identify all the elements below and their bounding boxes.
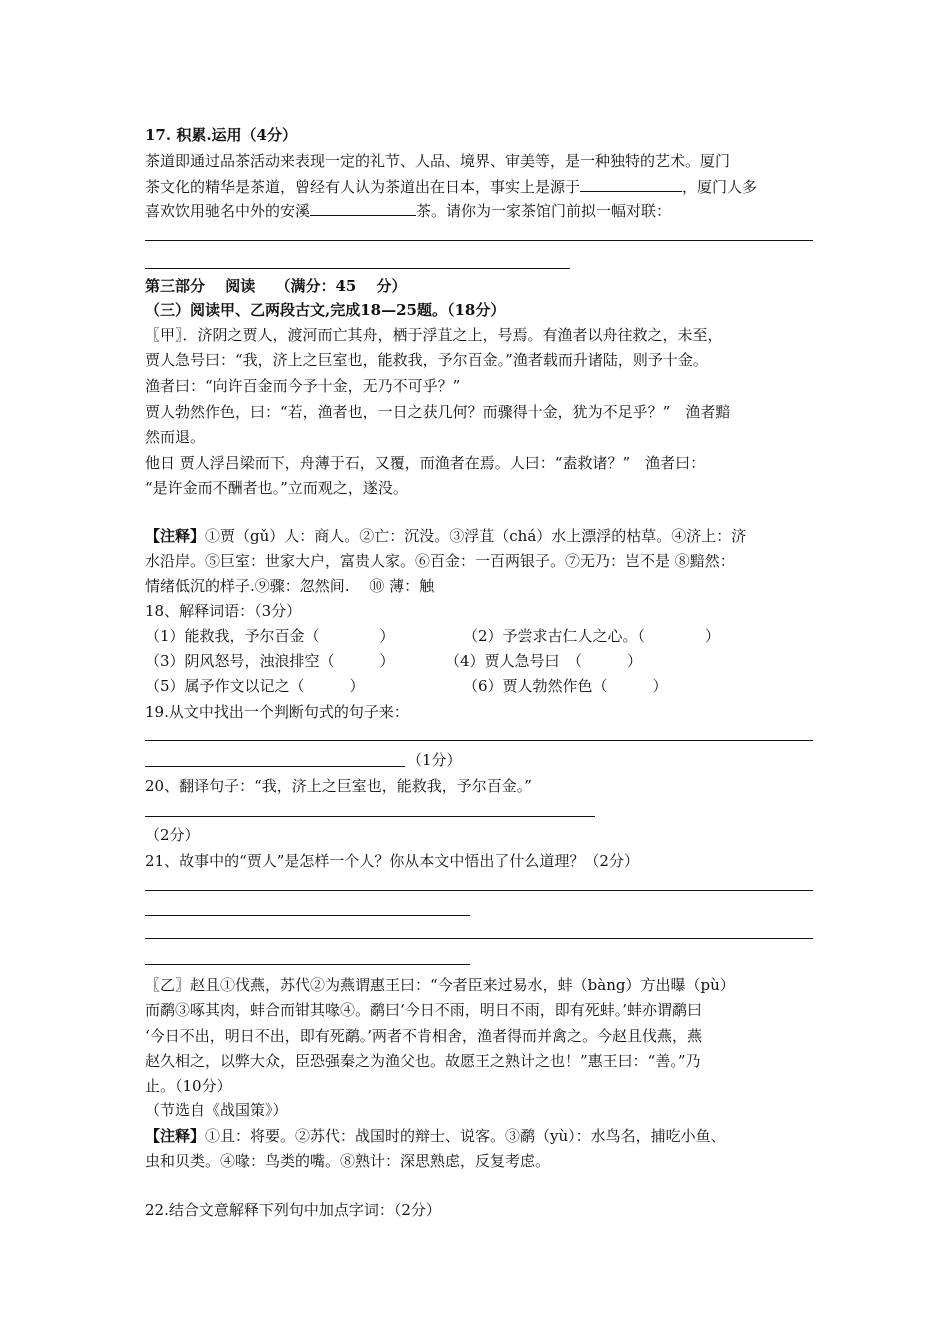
passage-jia-line: 他日 贾人浮吕梁而下，舟薄于石，又覆，而渔者在焉。人曰：“盍救诸？” 渔者曰：: [145, 454, 706, 472]
notes-text: ①且：将要。②苏代：战国时的辩士、说客。③鹬（yù）：水鸟名，捕吃小鱼、: [205, 1127, 726, 1145]
passage-yi-line: 而鹬③啄其肉，蚌合而钳其喙④。鹬曰‘今日不雨，明日不雨，即有死蚌。’蚌亦谓鹬曰: [145, 1001, 703, 1019]
passage-jia-line: 〖甲〗．济阴之贾人，渡河而亡其舟，栖于浮苴之上，号焉。有渔者以舟往救之，未至，: [145, 326, 723, 344]
q21-answer-line[interactable]: [145, 964, 470, 965]
passage-yi-line: 赵久相之，以弊大众，臣恐强秦之为渔父也。故愿王之熟计之也！”惠王曰：“善。”乃: [145, 1052, 701, 1070]
q17-title: 17. 积累.运用（4分）: [145, 126, 297, 144]
q17-origin-blank[interactable]: [580, 177, 682, 192]
q20-answer-line[interactable]: [145, 816, 595, 817]
q21-title: 21、故事中的“贾人”是怎样一个人？你从本文中悟出了什么道理？（2分）: [145, 852, 639, 870]
passage-jia-line: “是许金而不酬者也。”立而观之，遂没。: [145, 479, 408, 497]
notes-yi-line: 虫和贝类。④喙：鸟类的嘴。⑧熟计：深思熟虑，反复考虑。: [145, 1152, 551, 1170]
q21-answer-line[interactable]: [145, 938, 813, 939]
notes-jia-line: 情绪低沉的样子.⑨骤：忽然间. ⑩ 薄：触: [145, 577, 435, 595]
q18-item: （5）属予作文以记之（ ）: [145, 677, 365, 695]
notes-jia-line: 水沿岸。⑤巨室：世家大户，富贵人家。⑥百金：一百两银子。⑦无乃：岂不是 ⑧黯然：: [145, 552, 735, 570]
q19-title: 19.从文中找出一个判断句式的句子来：: [145, 703, 409, 721]
q22-title: 22.结合文意解释下列句中加点字词：（2分）: [145, 1201, 441, 1219]
passage-yi-line: ‘今日不出，明日不出，即有死鹬。’两者不肯相舍，渔者得而并禽之。今赵且伐燕，燕: [145, 1027, 703, 1045]
q17-text-part: 茶文化的精华是茶道，曾经有人认为茶道出在日本，事实上是源于: [145, 178, 581, 196]
part3-title: 第三部分 阅读 （满分：45 分）: [145, 277, 407, 295]
notes-jia-line: [145, 526, 746, 546]
q20-title: 20、翻译句子：“我，济上之巨室也，能救我，予尔百金。”: [145, 777, 532, 795]
q18-item: （6）贾人勃然作色（ ）: [463, 677, 668, 695]
q17-answer-line[interactable]: [145, 240, 813, 241]
q20-score: （2分）: [145, 826, 200, 844]
q19-score: （1分）: [407, 751, 462, 769]
passage-jia-line: 贾人勃然作色，曰：“若，渔者也，一日之获几何？而骤得十金，犹为不足乎？” 渔者黯: [145, 403, 731, 421]
q18-title: 18、解释词语：（3分）: [145, 602, 302, 620]
q18-item: （1）能救我，予尔百金（ ）: [145, 627, 395, 645]
notes-yi-line: [145, 1126, 726, 1146]
q17-tea-blank[interactable]: [310, 201, 416, 216]
notes-text: ①贾（gǔ）人：商人。②亡：沉没。③浮苴（chá）水上漂浮的枯草。④济上：济: [205, 527, 747, 545]
passage-yi-line: 止。（10分）: [145, 1077, 232, 1095]
q18-item: （2）予尝求古仁人之心。（ ）: [463, 627, 721, 645]
passage-yi-source: （节选自《战国策》）: [145, 1101, 288, 1119]
passage-jia-line: 渔者曰：“向许百金而今予十金，无乃不可乎？”: [145, 377, 461, 395]
q17-text-line: [145, 177, 757, 197]
q17-answer-line[interactable]: [145, 268, 570, 269]
part3-subtitle: （三）阅读甲、乙两段古文,完成18—25题。（18分）: [145, 301, 506, 319]
q19-answer-line[interactable]: [145, 766, 405, 767]
q21-answer-line[interactable]: [145, 890, 813, 891]
passage-yi-line: 〖乙〗赵且①伐燕，苏代②为燕谓惠王曰：“今者臣来过易水，蚌（bàng）方出曝（pù）: [145, 976, 735, 994]
q18-item: （3）阴风怒号，浊浪排空（ ）: [145, 652, 395, 670]
notes-label: 【注释】: [145, 1127, 206, 1145]
notes-label: 【注释】: [145, 527, 206, 545]
passage-jia-line: 贾人急号曰：“我，济上之巨室也，能救我，予尔百金。”渔者载而升诸陆，则予十金。: [145, 351, 708, 369]
q17-text-part: 茶。请你为一家茶馆门前拟一幅对联：: [416, 202, 672, 220]
q18-item: （4）贾人急号曰 （ ）: [445, 652, 643, 670]
q17-text-part: ，厦门人多: [682, 178, 758, 196]
q21-answer-line[interactable]: [145, 915, 470, 916]
passage-jia-line: 然而退。: [145, 428, 206, 446]
q17-text-part: 喜欢饮用驰名中外的安溪: [145, 202, 311, 220]
q19-answer-line[interactable]: [145, 740, 813, 741]
q17-text-line: 茶道即通过品茶活动来表现一定的礼节、人品、境界、审美等，是一种独特的艺术。厦门: [145, 152, 731, 170]
q17-text-line: [145, 201, 671, 221]
